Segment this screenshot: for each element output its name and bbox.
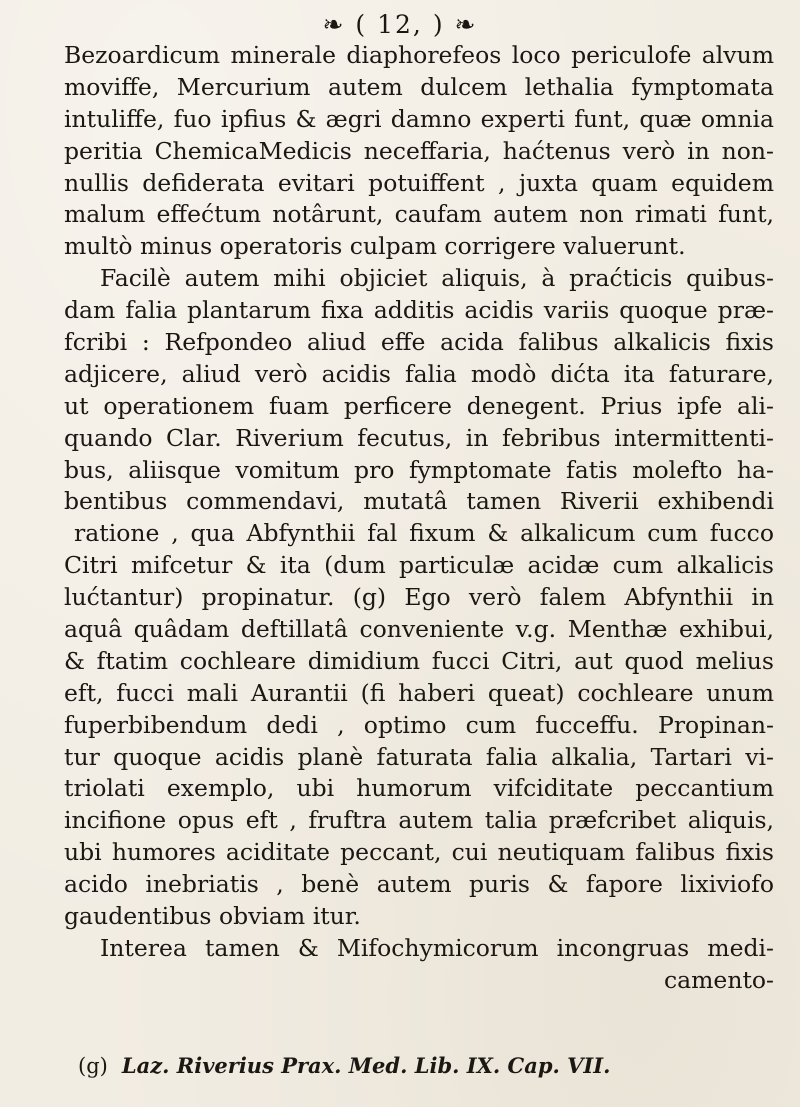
- footnote: [78, 1052, 610, 1080]
- text-line: aquâ quâdam deftillatâ conveniente v.g. Menthæ exhibui,: [64, 615, 774, 644]
- page-header: ❧ ( 12, ) ❧: [322, 10, 478, 39]
- text-line: eft, fucci mali Aurantii (fi haberi queat) cochleare unum: [64, 678, 774, 707]
- text-line: lućtantur) propinatur. (g) Ego verò falem Abfynthii in: [64, 583, 774, 612]
- text-line: bus, aliisque vomitum pro fymptomate fatis molefto ha-: [64, 455, 774, 484]
- text-line: tur quoque acidis planè faturata falia alkalia, Tartari vi-: [64, 742, 774, 771]
- catchword: camento-: [663, 965, 774, 994]
- text-line: ubi humores aciditate peccant, cui neutiquam falibus fixis: [64, 838, 774, 867]
- text-line: gaudentibus obviam itur.: [64, 902, 361, 931]
- text-line: malum effećtum notârunt, caufam autem non rimati funt,: [64, 200, 774, 229]
- footnote-mark: (g): [78, 1054, 108, 1078]
- text-line: multò minus operatoris culpam corrigere valuerunt.: [64, 232, 686, 261]
- text-line: incifione opus eft , fruftra autem talia præfcribet aliquis,: [64, 806, 774, 835]
- text-line: adjicere, aliud verò acidis falia modò dićta ita faturare,: [64, 359, 774, 388]
- footnote-reference: Laz. Riverius Prax. Med. Lib. IX. Cap. VII.: [121, 1053, 611, 1078]
- body-text: [64, 40, 774, 997]
- text-line: fuperbibendum dedi , optimo cum fucceffu. Propinan-: [64, 710, 774, 739]
- text-line: Facilè autem mihi objiciet aliquis, à praćticis quibus-: [100, 264, 774, 293]
- text-line: dam falia plantarum fixa additis acidis variis quoque præ-: [64, 296, 774, 325]
- text-line: Citri mifcetur & ita (dum particulæ acidæ cum alkalicis: [64, 551, 774, 580]
- text-line: Bezoardicum minerale diaphorefeos loco periculofe alvum: [64, 41, 774, 69]
- text-line: ratione , qua Abfynthii fal fixum & alkalicum cum fucco: [74, 519, 774, 548]
- text-line: triolati exemplo, ubi humorum vifciditate peccantium: [64, 774, 774, 803]
- text-line: bentibus commendavi, mutatâ tamen Riverii exhibendi: [64, 487, 774, 516]
- text-line: Interea tamen & Mifochymicorum incongruas medi-: [100, 933, 774, 962]
- text-line: quando Clar. Riverium fecutus, in febribus intermittenti-: [64, 423, 774, 452]
- text-line: nullis defiderata evitari potuiffent , juxta quam equidem: [64, 168, 774, 197]
- text-line: moviffe, Mercurium autem dulcem lethalia fymptomata: [64, 72, 774, 101]
- text-line: acido inebriatis , benè autem puris & fapore lixiviofo: [64, 870, 774, 899]
- text-line: intuliffe, fuo ipfius & ægri damno experti funt, quæ omnia: [64, 104, 774, 133]
- text-line: fcribi : Refpondeo aliud effe acida falibus alkalicis fixis: [64, 328, 774, 357]
- text-line: peritia ChemicaMedicis neceffaria, haćtenus verò in non-: [64, 136, 774, 165]
- text-line: ut operationem fuam perficere denegent. Prius ipfe ali-: [64, 391, 774, 420]
- text-line: & ftatim cochleare dimidium fucci Citri, aut quod melius: [64, 646, 774, 675]
